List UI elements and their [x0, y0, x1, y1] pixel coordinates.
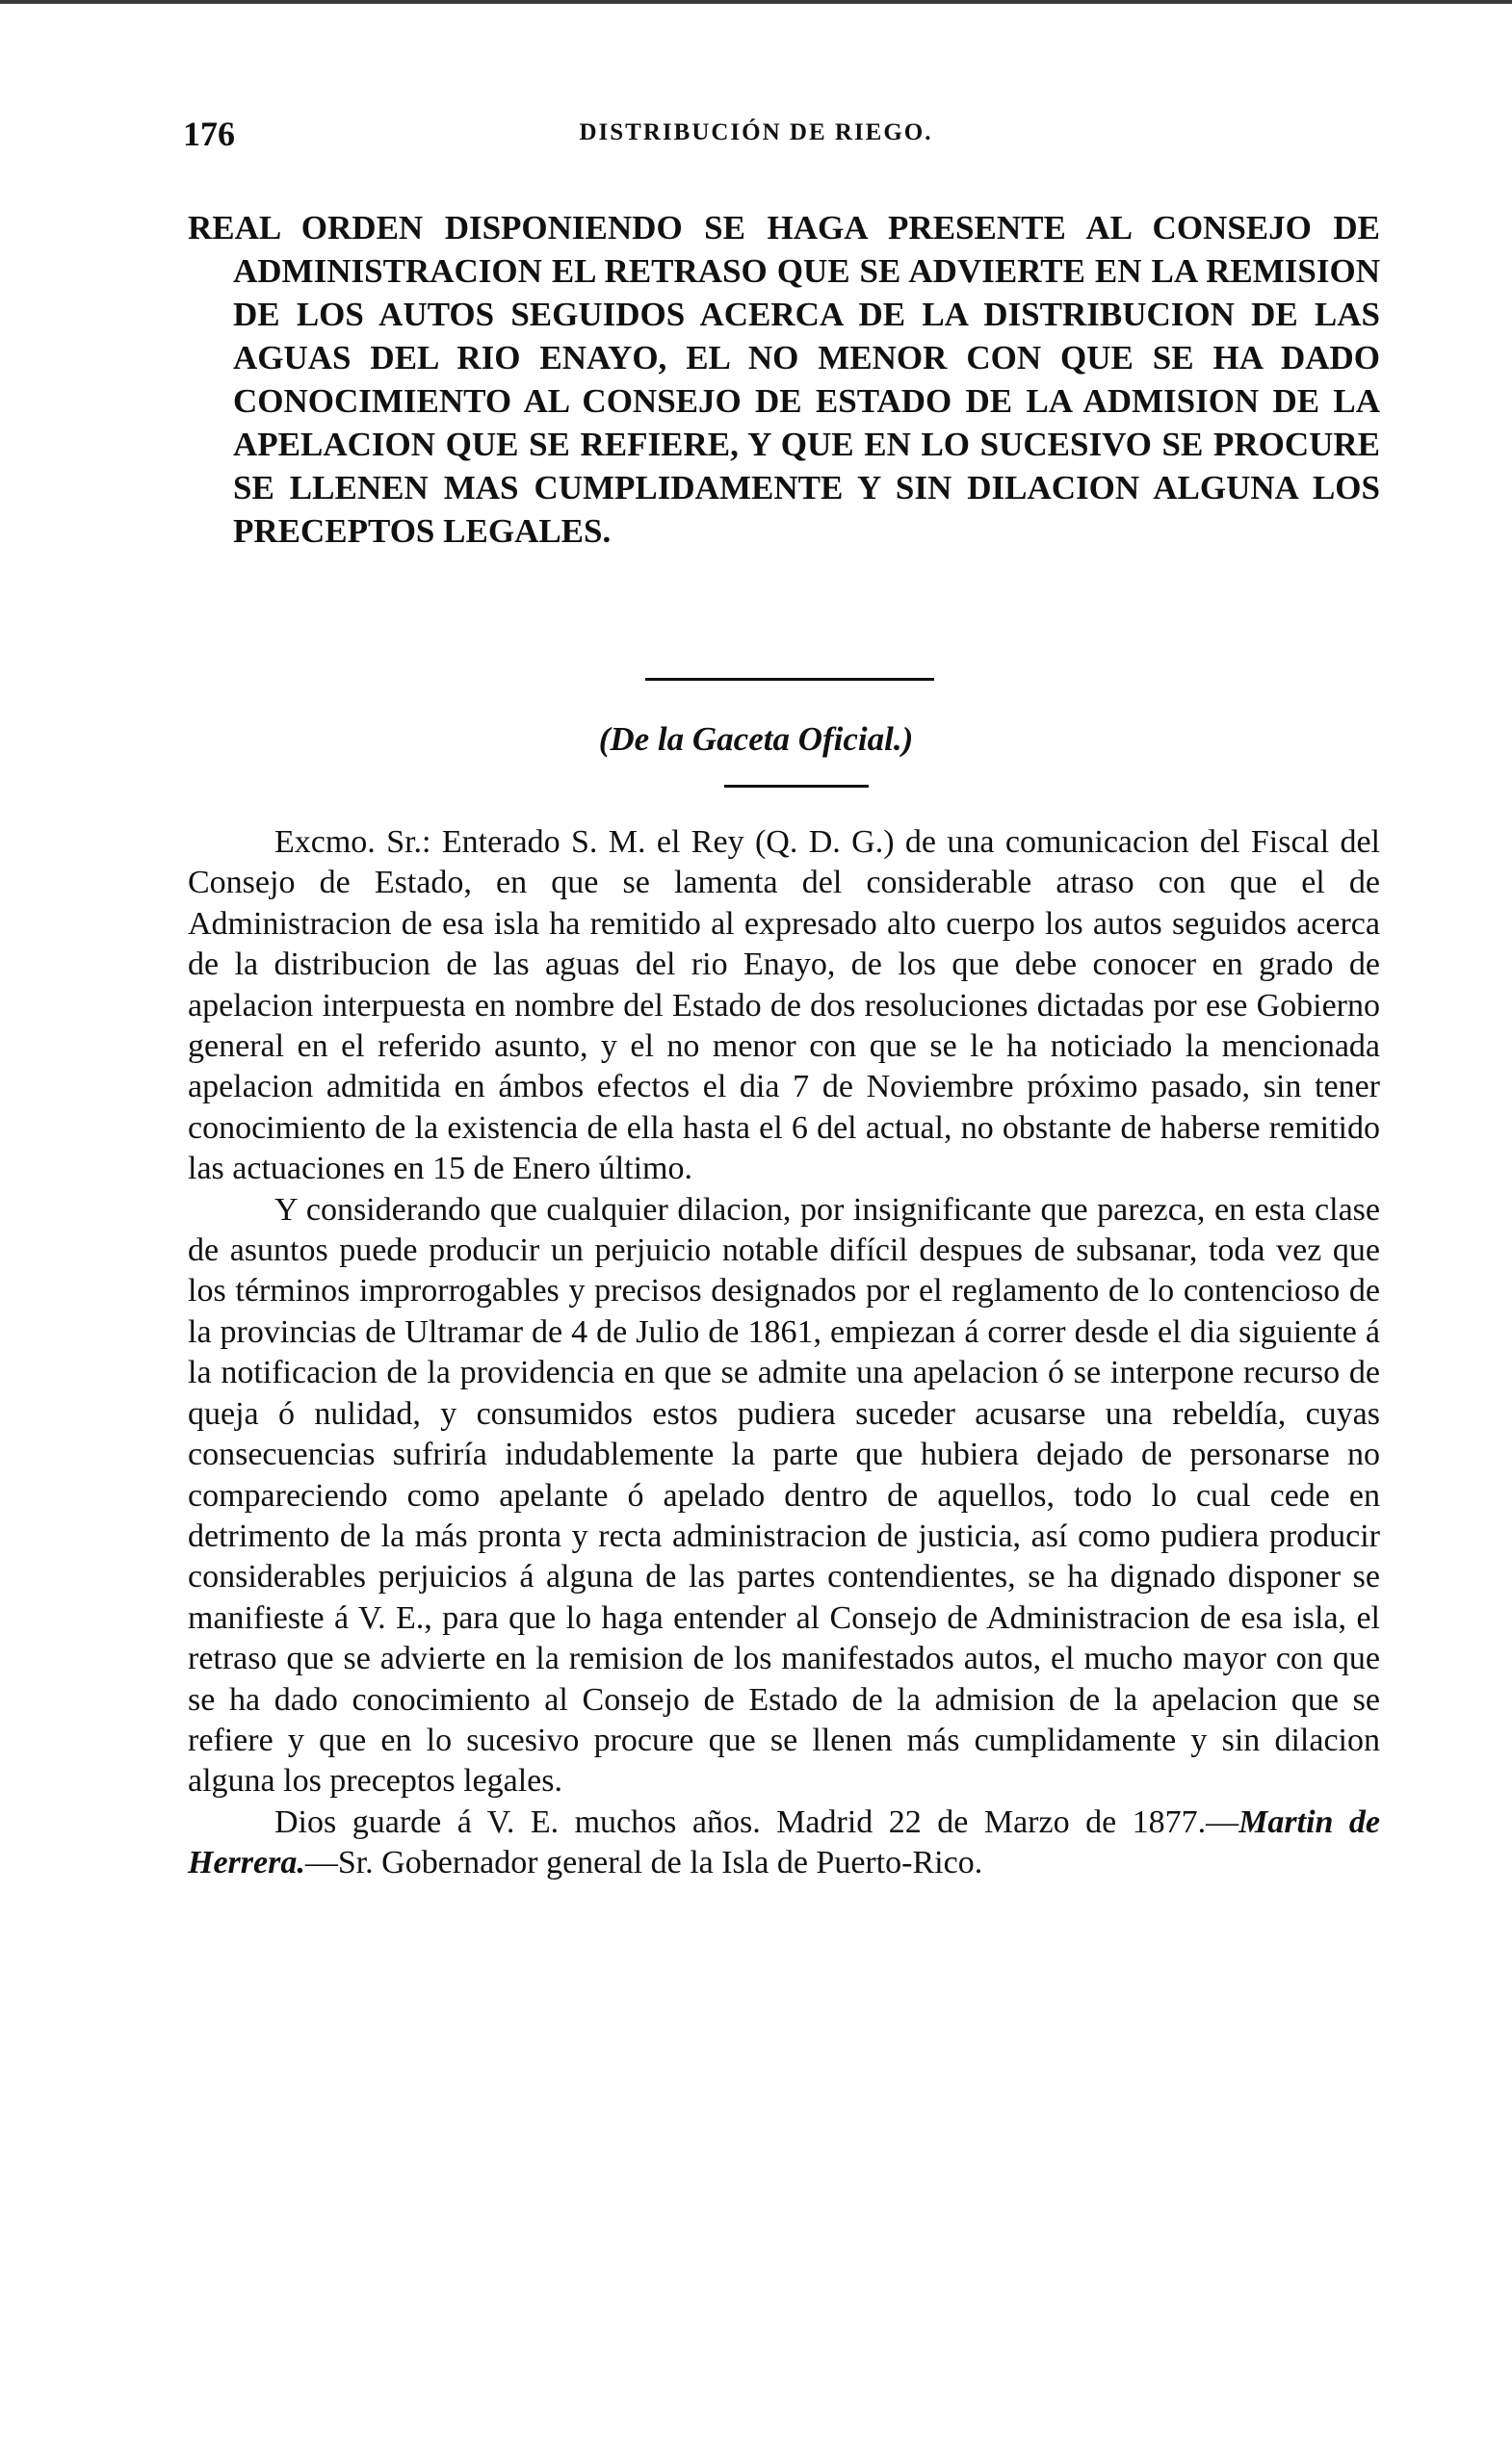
signature: Martin de Herrera. — [188, 1803, 1381, 1881]
body-paragraph-1: Excmo. Sr.: Enterado S. M. el Rey (Q. D. G.) de una comunicacion del Fiscal del Consejo de Estado, en que se lamenta del considerable atraso con que el de Administracion de esa isla ha remitido al expresado alto cuerpo los autos seguidos acerca de la distribucion de las aguas del rio Enayo, de los que debe conocer en grado de apelacion interpuesta en nombre del Estado de dos resoluciones dictadas por ese Gobierno general en el referido asunto, y el no menor con que se le ha noticiado la mencionada apelacion admitida en ámbos efectos el dia 7 de Noviembre próximo pasado, sin tener conocimiento de la existencia de ella hasta el 6 del actual, no obstante de haberse remitido las actuaciones en 15 de Enero último. — [188, 824, 1380, 1187]
section-divider-short — [724, 785, 869, 788]
closing-paragraph — [188, 1803, 1380, 1884]
section-divider — [645, 678, 934, 681]
running-header: DISTRIBUCIÓN DE RIEGO. — [579, 119, 933, 145]
closing-text: Dios guarde á V. E. muchos años. Madrid 22 de Marzo de 1877.— — [274, 1803, 1239, 1840]
top-border-rule — [0, 0, 1512, 4]
addressee: —Sr. Gobernador general de la Isla de Puerto-Rico. — [304, 1845, 983, 1881]
page-number: 176 — [183, 115, 235, 153]
source-citation: (De la Gaceta Oficial.) — [598, 720, 914, 758]
decree-title: REAL ORDEN DISPONIENDO SE HAGA PRESENTE AL CONSEJO DE ADMINISTRACION EL RETRASO QUE SE ADVIERTE EN LA REMISION DE LOS AUTOS SEGUIDOS ACERCA DE LA DISTRIBUCION DE LAS AGUAS DEL RIO ENAYO, EL NO MENOR CON QUE SE HA DADO CONOCIMIENTO AL CONSEJO DE ESTADO DE LA ADMISION DE LA APELACION QUE SE REFIERE, Y QUE EN LO SUCESIVO SE PROCURE SE LLENEN MAS CUMPLIDAMENTE Y SIN DILACION ALGUNA LOS PRECEPTOS LEGALES. — [188, 209, 1380, 550]
document-body — [188, 822, 1380, 1884]
body-paragraph-2: Y considerando que cualquier dilacion, por insignificante que parezca, en esta clase de asuntos puede producir un perjuicio notable difícil despues de subsanar, toda vez que los términos improrrogables y precisos designados por el reglamento de lo contencioso de la provincias de Ultramar de 4 de Julio de 1861, empiezan á correr desde el dia siguiente á la notificacion de la providencia en que se admite una apelacion ó se interpone recurso de queja ó nulidad, y consumidos estos pudiera suceder acusarse una rebeldía, cuyas consecuencias sufriría indudablemente la parte que hubiera dejado de personarse no compareciendo como apelante ó apelado dentro de aquellos, todo lo cual cede en detrimento de la más pronta y recta administracion de justicia, así como pudiera producir considerables perjuicios á alguna de las partes contendientes, se ha dignado disponer se manifieste á V. E., para que lo haga entender al Consejo de Administracion de esa isla, el retraso que se advierte en la remision de los manifestados autos, el mucho mayor con que se ha dado conocimiento al Consejo de Estado de la admision de la apelacion que se refiere y que en lo sucesivo procure que se llenen más cumplidamente y sin dilacion alguna los preceptos legales. — [188, 1191, 1380, 1800]
